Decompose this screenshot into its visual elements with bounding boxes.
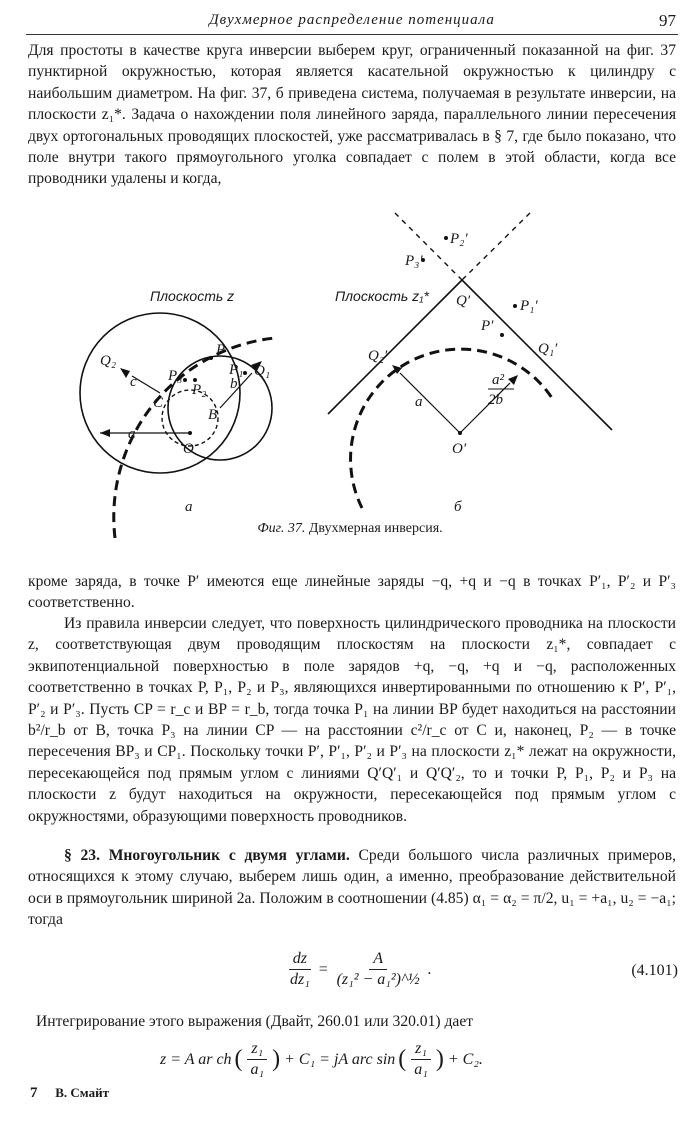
point-p1 xyxy=(243,371,247,375)
eq2-paren-close-1: ) xyxy=(272,1046,281,1072)
label-p2-prime: P₂′ xyxy=(450,231,468,247)
page-number: 97 xyxy=(659,11,676,30)
footer-number: 7 xyxy=(30,1085,38,1101)
left-panel xyxy=(80,288,275,538)
dashed-line-right xyxy=(462,213,530,280)
eq2-paren-open-1: ( xyxy=(234,1046,243,1072)
section-23 xyxy=(28,845,676,931)
right-panel xyxy=(328,213,612,515)
paragraph-intro: Для простоты в качестве круга инверсии выберем круг, ограниченный показанной на фиг. 37 пунктирной окружностью, которая является касательной окружностью к цилиндру с наибольшим диаметром. На фиг. 37, б приведена система, получаемая в результате инверсии, на плоскости z₁*. Задача о нахождении поля линейного заряда, параллельного линии пересечения двух ортогональных проводящих плоскостей, уже рассматривалась в § 7, где было показано, что поле внутри такого прямоугольного уголка совпадает с полем в этой области, когда все проводники удалены и когда, xyxy=(28,42,676,188)
label-p1: P₁ xyxy=(229,362,244,378)
point-p-prime xyxy=(500,333,504,337)
eq2-frac-1 xyxy=(247,1040,269,1079)
left-sublabel: а xyxy=(185,499,193,515)
point-p1-prime xyxy=(513,304,517,308)
eq2-part2: + C₁ = jA arc sin xyxy=(284,1050,396,1068)
eq2-frac1-num: z₁ xyxy=(247,1040,267,1060)
eq2-frac2-den: a₁ xyxy=(414,1061,428,1078)
label-a: a xyxy=(128,426,136,442)
left-plane-title: Плоскость z xyxy=(150,288,235,304)
label-c-small: c xyxy=(130,374,137,390)
eq2-part1: z = A ar ch xyxy=(160,1050,232,1068)
label-q1-prime: Q₁′ xyxy=(538,341,558,357)
arrow-c xyxy=(120,368,130,378)
label-o-prime: O′ xyxy=(452,441,467,457)
eq1-rhs-den: (z₁² − a₁²)^½ xyxy=(336,971,420,988)
eq2-paren-open-2: ( xyxy=(398,1046,407,1072)
eq1-tail: . xyxy=(427,960,432,978)
label-b-small: b xyxy=(230,376,238,392)
eq1-lhs xyxy=(286,950,314,989)
label-frac-num: a² xyxy=(492,372,504,388)
figure-svg xyxy=(20,208,680,538)
equation-number: (4.101) xyxy=(631,962,678,979)
eq1-lhs-den: dz₁ xyxy=(290,971,310,988)
inversion-circle-right xyxy=(351,349,552,508)
eq2-frac-2 xyxy=(410,1040,432,1079)
footer-signature: В. Смайт xyxy=(55,1085,109,1100)
eq1-equals: = xyxy=(317,960,329,978)
label-center-c: C xyxy=(153,395,164,411)
point-o xyxy=(188,431,192,435)
paragraph-inversion-rule: Из правила инверсии следует, что поверхность цилиндрического проводника на плоскости z, соответствующая двум проводящим плоскостям на плоскости z₁*, совпадает с эквипотенциальной поверхностью в поле зарядов +q, −q, +q и −q, расположенных соответственно в точках P, P₁, P₂ и P₃, являющихся инвертированными по отношению к P′, P′₁, P′₂ и P′₃. Пусть CP = r_c и BP = r_b, тогда точка P₁ на линии BP будет находиться на расстоянии b²/r_b от B, точка P₃ на линии CP — на расстоянии c²/r_c от C и, наконец, P₂ — в точке пересечения BP₃ и CP₁. Поскольку точки P′, P′₁, P′₂ и P′₃ на плоскости z₁* лежат на окружности, пересекающейся под прямым углом с линиями Q′Q′₁ и Q′Q′₂, то и точки P, P₁, P₂ и P₃ на плоскости z будут находиться на окружности, пересекающейся под прямым углом с окружностями, образующими поверхность проводников. xyxy=(28,615,676,825)
label-p3: P₃ xyxy=(168,368,183,384)
label-q2: Q₂ xyxy=(100,353,117,369)
inversion-circle-left xyxy=(114,338,275,538)
point-p3 xyxy=(183,378,187,382)
eq2-paren-close-2: ) xyxy=(435,1046,444,1072)
label-p-prime: P′ xyxy=(481,318,494,334)
label-q2-prime: Q₂′ xyxy=(368,348,388,364)
figure-37 xyxy=(20,208,680,538)
arrow-a xyxy=(100,429,110,437)
eq1-lhs-num: dz xyxy=(289,950,311,970)
eq1-rhs xyxy=(333,950,424,989)
caption-text: Двухмерная инверсия. xyxy=(308,521,443,536)
label-o: O xyxy=(183,441,194,457)
eq2-frac1-den: a₁ xyxy=(250,1061,265,1078)
radius-a-right xyxy=(400,373,460,433)
section-text: Среди большого числа различных примеров, относящихся к этому случаю, выберем лишь один, а именно, преобразование действительной оси в прямоугольник шириной 2a. Положим в соотношении (4.85) α₁ = α₂ = π/2, u₁ = +a₁, u₂ = −a₁; тогда xyxy=(28,847,676,929)
radius-a2-2b xyxy=(460,383,510,433)
point-o-prime xyxy=(458,431,462,435)
point-p2-prime xyxy=(444,236,448,240)
label-center-b: B xyxy=(208,407,218,423)
running-title: Двухмерное распределение потенциала xyxy=(209,12,495,28)
label-p3-prime: P₃′ xyxy=(405,253,423,269)
eq2-part3: + C₂. xyxy=(447,1050,483,1068)
label-a-right: a xyxy=(415,394,423,410)
eq2-frac2-num: z₁ xyxy=(411,1040,431,1060)
eq1-rhs-num: A xyxy=(369,950,387,970)
label-p1-prime: P₁′ xyxy=(520,298,538,314)
equation-4-101 xyxy=(282,950,432,989)
point-p xyxy=(209,356,213,360)
right-plane-title: Плоскость z₁* xyxy=(335,288,430,304)
section-heading: § 23. Многоугольник с двумя углами. xyxy=(64,847,350,864)
page-footer xyxy=(30,1085,109,1102)
right-sublabel: б xyxy=(454,499,462,515)
label-frac-den: 2b xyxy=(488,392,503,408)
figure-caption xyxy=(20,521,680,537)
paragraph-integration: Интегрирование этого выражения (Двайт, 260.01 или 320.01) дает xyxy=(36,1013,474,1030)
paragraph-charges: кроме заряда, в точке P′ имеются еще линейные заряды −q, +q и −q в точках P′₁, P′₂ и P′₃ соответственно. xyxy=(28,573,676,612)
label-p2: P₂ xyxy=(192,382,207,398)
page-header xyxy=(26,10,678,35)
label-q1: Q₁ xyxy=(254,363,271,379)
label-p: P xyxy=(216,342,226,358)
caption-label: Фиг. 37. xyxy=(257,521,306,536)
label-q-prime: Q′ xyxy=(456,293,471,309)
equation-integral xyxy=(160,1040,483,1079)
